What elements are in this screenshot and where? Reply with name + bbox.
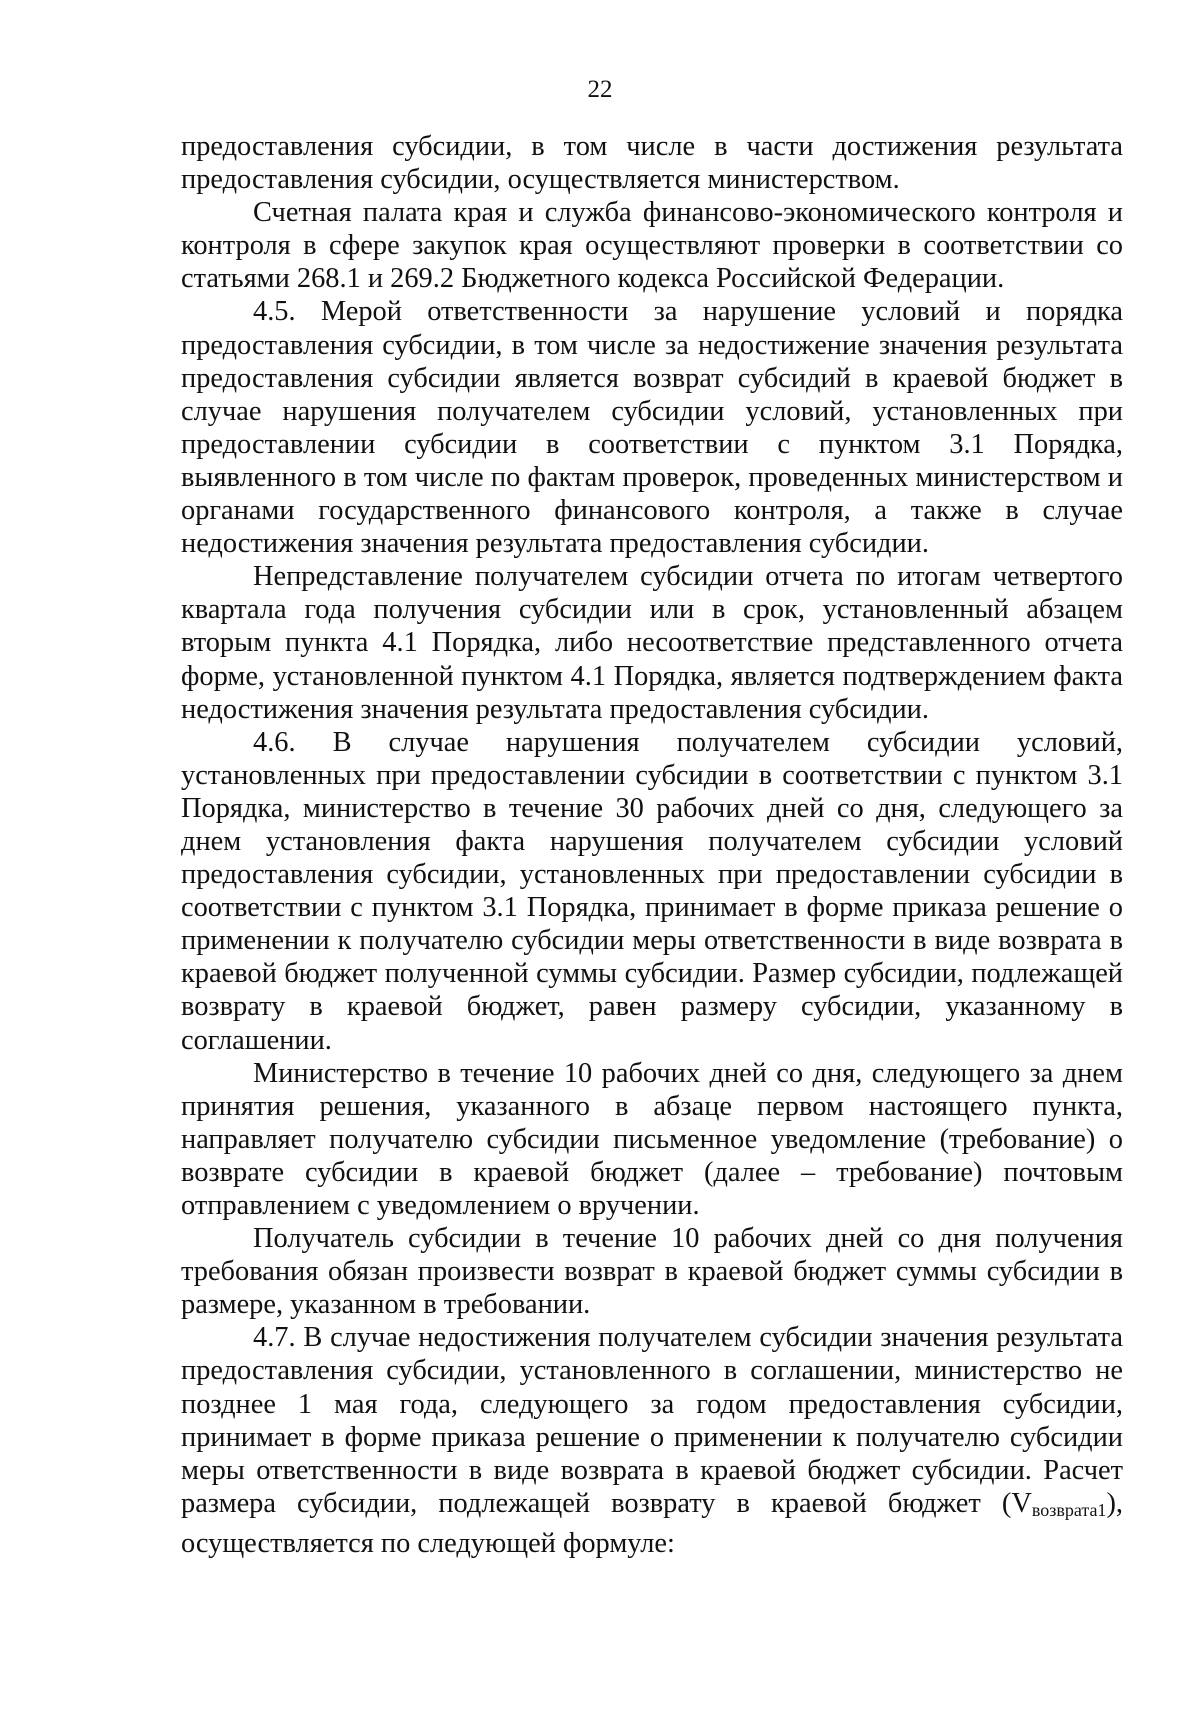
paragraph-audit: Счетная палата края и служба финансово-экономического контроля и контроля в сфере закупок края осуществляют проверки в соответствии со статьями 268.1 и 269.2 Бюджетного кодекса Российской Федерации.: [181, 197, 1123, 295]
paragraph-4-5: 4.5. Мерой ответственности за нарушение условий и порядка предоставления субсидии, в том числе за недостижение значения результата предоставления субсидии является возврат субсидий в краевой бюджет в случае нарушения получателем субсидии условий, установленных при предоставлении субсидии в соответствии с пунктом 3.1 Порядка, выявленного в том числе по фактам проверок, проведенных министерством и органами государственного финансового контроля, а также в случае недостижения значения результата предоставления субсидии.: [181, 296, 1123, 560]
paragraph-4-6: 4.6. В случае нарушения получателем субсидии условий, установленных при предоставлении субсидии в соответствии с пунктом 3.1 Порядка, министерство в течение 30 рабочих дней со дня, следующего за днем установления факта нарушения получателем субсидии условий предоставления субсидии, установленных при предоставлении субсидии в соответствии с пунктом 3.1 Порядка, принимает в форме приказа решение о применении к получателю субсидии меры ответственности в виде возврата в краевой бюджет полученной суммы субсидии. Размер субсидии, подлежащей возврату в краевой бюджет, равен размеру субсидии, указанному в соглашении.: [181, 726, 1123, 1056]
page-number: 22: [587, 76, 613, 103]
paragraph-report-failure: Непредставление получателем субсидии отчета по итогам четвертого квартала года получения субсидии или в срок, установленный абзацем вторым пункта 4.1 Порядка, либо несоответствие представленного отчета форме, установленной пунктом 4.1 Порядка, является подтверждением факта недостижения значения результата предоставления субсидии.: [181, 561, 1123, 725]
document-body: [181, 130, 1123, 1560]
paragraph-4-7-ending: ), осуществляется по следующей формуле:: [181, 1487, 1123, 1559]
paragraph-refund: Получатель субсидии в течение 10 рабочих дней со дня получения требования обязан произвести возврат в краевой бюджет суммы субсидии в размере, указанном в требовании.: [181, 1223, 1123, 1321]
formula-subscript: возврата1: [1031, 1499, 1107, 1520]
paragraph-4-7-text: 4.7. В случае недостижения получателем субсидии значения результата предоставления субсидии, установленного в соглашении, министерство не позднее 1 мая года, следующего за годом предоставления субсидии, принимает в форме приказа решение о применении к получателю субсидии меры ответственности в виде возврата в краевой бюджет субсидии. Расчет размера субсидии, подлежащей возврату в краевой бюджет (V: [181, 1322, 1123, 1519]
paragraph-4-7: [181, 1321, 1123, 1560]
paragraph-continuation: предоставления субсидии, в том числе в части достижения результата предоставления субсидии, осуществляется министерством.: [181, 131, 1123, 196]
paragraph-notification: Министерство в течение 10 рабочих дней со дня, следующего за днем принятия решения, указанного в абзаце первом настоящего пункта, направляет получателю субсидии письменное уведомление (требование) о возврате субсидии в краевой бюджет (далее – требование) почтовым отправлением с уведомлением о вручении.: [181, 1057, 1123, 1221]
